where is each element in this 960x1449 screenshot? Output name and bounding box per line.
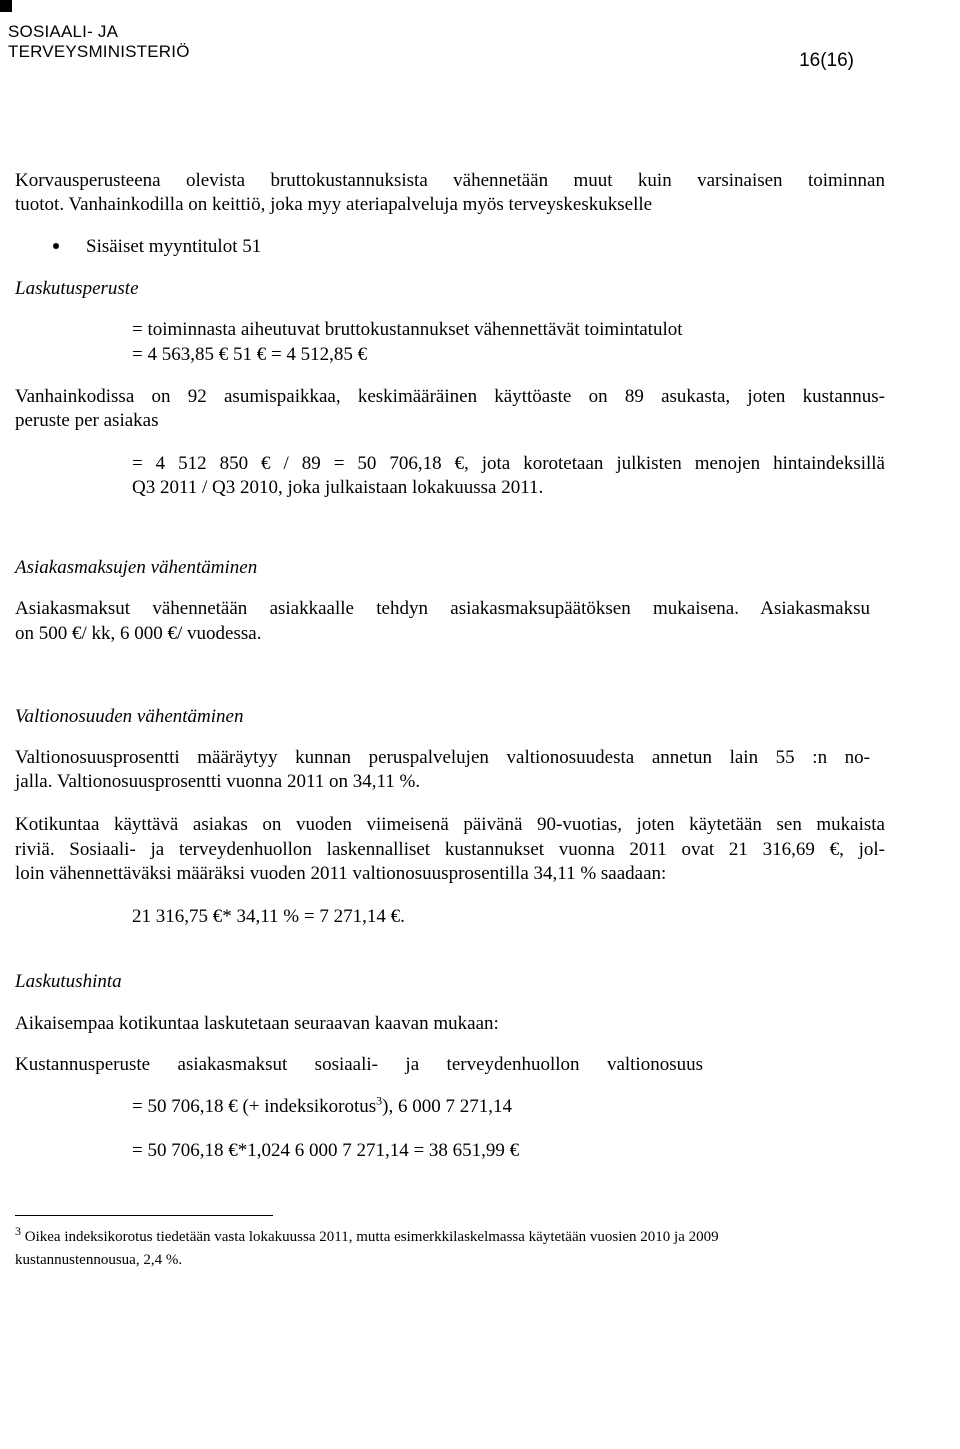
org-name-line2: TERVEYSMINISTERIÖ [8,42,190,61]
footnote-reference: 3 [376,1093,383,1108]
formula-4-part-1: = 50 706,18 € (+ indeksikorotus [132,1096,377,1117]
heading-asiakasmaksut: Asiakasmaksujen vähentäminen [15,557,258,578]
paragraph-4-line-2: jalla. Valtionosuusprosentti vuonna 2011 on 34,11 %. [15,771,421,792]
formula-4-part-2: ), 6 000 7 271,14 [382,1096,512,1117]
page-number: 16(16) [799,50,854,71]
paragraph-1-line-2: tuotot. Vanhainkodilla on keittiö, joka myy ateriapalveluja myös terveyskeskukselle [15,194,653,215]
footnote-divider [15,1215,273,1216]
footnote-marker: 3 [15,1224,21,1238]
org-name-line1: SOSIAALI- JA [8,22,119,41]
paragraph-5-line-3: loin vähennettäväksi määräksi vuoden 2011 valtionosuusprosentilla 34,11 % saadaan: [15,863,667,884]
paragraph-3-line-1: Asiakasmaksut vähennetään asiakkaalle tehdyn asiakasmaksupäätöksen mukaisena. Asiakasmaksu [15,598,870,619]
formula-4 [132,1093,512,1118]
heading-laskutushinta: Laskutushinta [15,971,122,992]
header-mark [0,0,12,12]
paragraph-2-line-2: peruste per asiakas [15,410,159,431]
paragraph-5-line-2: riviä. Sosiaali- ja terveydenhuollon laskennalliset kustannukset vuonna 2011 ovat 21 316,69 €, jol- [15,839,885,860]
paragraph-7: Kustannusperuste asiakasmaksut sosiaali- ja terveydenhuollon valtionosuus [15,1054,703,1075]
bullet-icon [53,243,59,249]
footnote-line-1 [15,1224,719,1246]
formula-3: 21 316,75 €* 34,11 % = 7 271,14 €. [132,906,405,927]
footnote-text-1: Oikea indeksikorotus tiedetään vasta lokakuussa 2011, mutta esimerkkilaskelmassa käytetään vuosien 2010 ja 2009 [24,1229,719,1245]
heading-laskutusperuste: Laskutusperuste [15,278,139,299]
paragraph-6: Aikaisempaa kotikuntaa laskutetaan seuraavan kaavan mukaan: [15,1013,499,1034]
formula-1-line-2: = 4 563,85 € 51 € = 4 512,85 € [132,344,368,365]
heading-valtionosuus: Valtionosuuden vähentäminen [15,706,244,727]
paragraph-5-line-1: Kotikuntaa käyttävä asiakas on vuoden viimeisenä päivänä 90-vuotias, joten käytetään sen mukaista [15,814,885,835]
formula-5: = 50 706,18 €*1,024 6 000 7 271,14 = 38 651,99 € [132,1140,520,1161]
paragraph-1-line-1: Korvausperusteena olevista bruttokustannuksista vähennetään muut kuin varsinaisen toiminnan [15,170,885,191]
paragraph-4-line-1: Valtionosuusprosentti määräytyy kunnan peruspalvelujen valtionosuudesta annetun lain 55 :n no- [15,747,870,768]
paragraph-2-line-1: Vanhainkodissa on 92 asumispaikkaa, keskimääräinen käyttöaste on 89 asukasta, joten kustannus- [15,386,885,407]
formula-1-line-1: = toiminnasta aiheutuvat bruttokustannukset vähennettävät toimintatulot [132,319,683,340]
bullet-item: Sisäiset myyntitulot 51 [86,236,262,257]
paragraph-3-line-2: on 500 €/ kk, 6 000 €/ vuodessa. [15,623,262,644]
formula-2-line-2: Q3 2011 / Q3 2010, joka julkaistaan lokakuussa 2011. [132,477,544,498]
formula-2-line-1: = 4 512 850 € / 89 = 50 706,18 €, jota korotetaan julkisten menojen hintaindeksillä [132,453,885,474]
footnote-line-2: kustannustennousua, 2,4 %. [15,1252,183,1268]
